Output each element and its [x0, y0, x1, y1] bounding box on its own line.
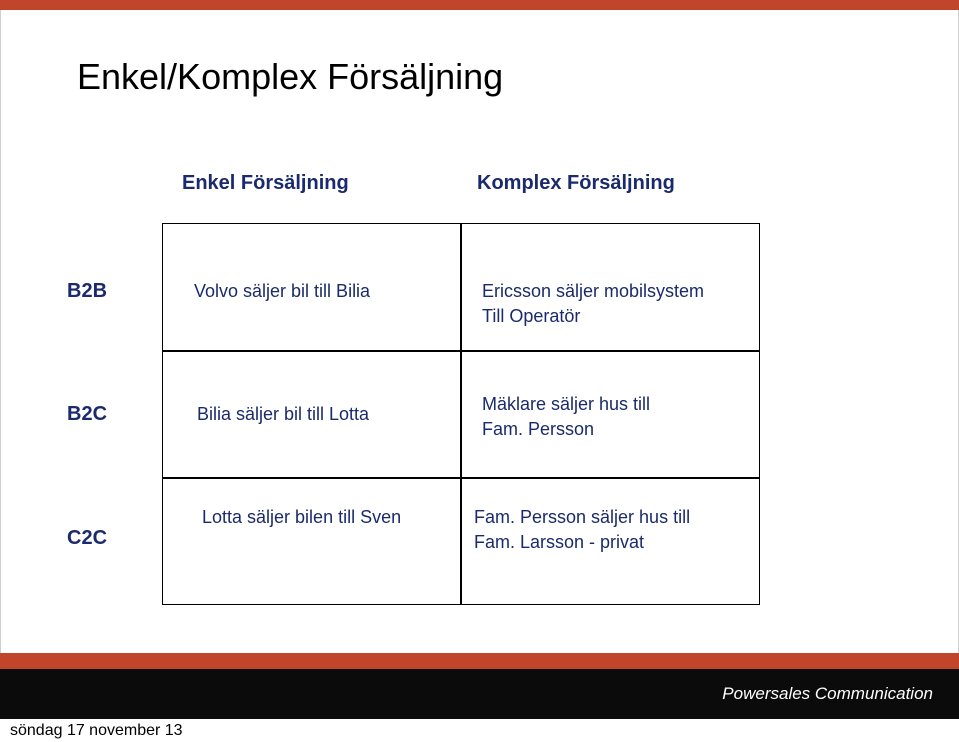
footer-accent-bar — [0, 653, 959, 669]
row-header-b2c: B2C — [67, 403, 108, 425]
grid-divider-vertical — [460, 223, 462, 605]
cell-text: Bilia säljer bil till Lotta — [197, 404, 370, 424]
cell-text: Fam. Persson — [482, 419, 595, 439]
cell-text: Volvo säljer bil till Bilia — [194, 281, 371, 301]
cell-text: Mäklare säljer hus till — [482, 394, 651, 414]
column-header-simple: Enkel Försäljning — [182, 172, 349, 194]
row-header-b2b: B2B — [67, 280, 108, 302]
cell-b2b-simple — [194, 279, 370, 304]
grid-divider-horizontal-2 — [162, 477, 760, 479]
cell-c2c-complex — [474, 505, 690, 555]
row-header-c2c: C2C — [67, 527, 108, 549]
cell-c2c-simple — [202, 505, 401, 530]
cell-text: Fam. Larsson - privat — [474, 532, 645, 552]
cell-b2c-simple — [197, 402, 369, 427]
cell-text: Fam. Persson säljer hus till — [474, 507, 691, 527]
cell-b2b-complex — [482, 279, 704, 329]
cell-b2c-complex — [482, 392, 650, 442]
slide-title: Enkel/Komplex Försäljning — [77, 56, 504, 97]
date-caption: söndag 17 november 13 — [10, 722, 183, 739]
top-accent-bar — [0, 0, 959, 10]
cell-text: Lotta säljer bilen till Sven — [202, 507, 402, 527]
cell-text: Till Operatör — [482, 306, 581, 326]
footer-brand: Powersales Communication — [722, 684, 933, 703]
column-header-complex: Komplex Försäljning — [477, 172, 675, 194]
cell-text: Ericsson säljer mobilsystem — [482, 281, 705, 301]
grid-divider-horizontal-1 — [162, 350, 760, 352]
